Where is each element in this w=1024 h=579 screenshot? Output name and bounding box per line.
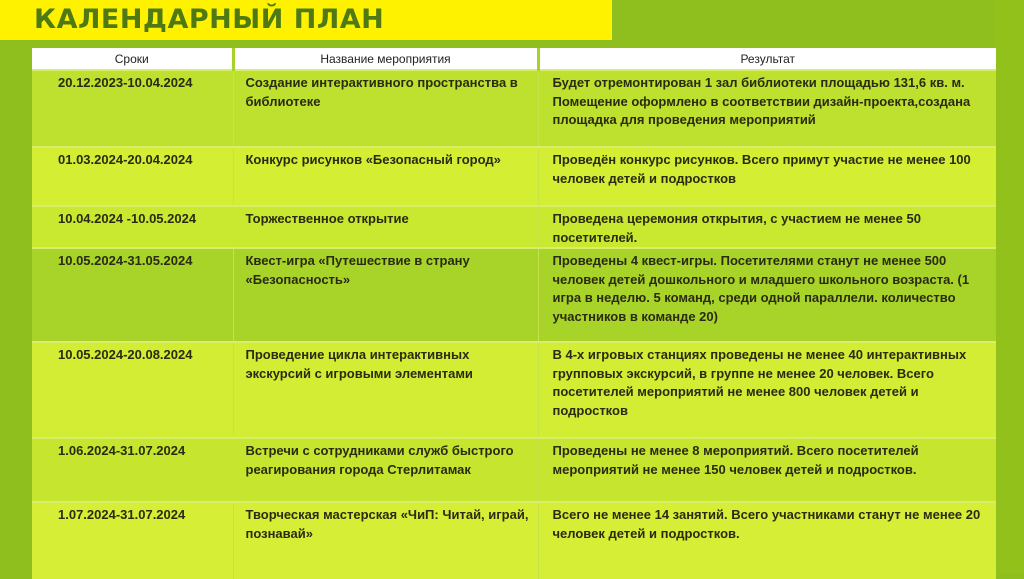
- table-row: [32, 147, 996, 206]
- row-name: Конкурс рисунков «Безопасный город»: [233, 147, 538, 206]
- row-dates: 10.05.2024-31.05.2024: [32, 248, 233, 342]
- header-result: Результат: [538, 48, 996, 70]
- table-row: [32, 502, 996, 579]
- row-result: Проведены не менее 8 мероприятий. Всего посетителей мероприятий не менее 150 человек детей и подростков.: [538, 438, 996, 502]
- decorative-band: [994, 0, 1024, 574]
- row-dates: 1.06.2024-31.07.2024: [32, 438, 233, 502]
- header-dates: Сроки: [32, 48, 233, 70]
- page-title: КАЛЕНДАРНЫЙ ПЛАН: [34, 4, 385, 35]
- row-result: Всего не менее 14 занятий. Всего участниками станут не менее 20 человек детей и подростков.: [538, 502, 996, 579]
- row-name: Квест-игра «Путешествие в страну «Безопасность»: [233, 248, 538, 342]
- row-dates: 01.03.2024-20.04.2024: [32, 147, 233, 206]
- row-name: Встречи с сотрудниками служб быстрого реагирования города Стерлитамак: [233, 438, 538, 502]
- row-result: Проведён конкурс рисунков. Всего примут участие не менее 100 человек детей и подростков: [538, 147, 996, 206]
- row-result: Проведены 4 квест-игры. Посетителями станут не менее 500 человек детей дошкольного и младшего школьного возраста. (1 игра в неделю. 5 команд, среди одной параллели. количество участников в команде 20): [538, 248, 996, 342]
- table-row: [32, 248, 996, 342]
- row-dates: 10.04.2024 -10.05.2024: [32, 206, 233, 248]
- table-header-row: [32, 48, 996, 70]
- row-name: Торжественное открытие: [233, 206, 538, 248]
- header-name: Название мероприятия: [233, 48, 538, 70]
- row-dates: 20.12.2023-10.04.2024: [32, 70, 233, 147]
- table-row: [32, 206, 996, 248]
- row-result: Проведена церемония открытия, с участием не менее 50 посетителей.: [538, 206, 996, 248]
- table-row: [32, 342, 996, 438]
- row-name: Создание интерактивного пространства в библиотеке: [233, 70, 538, 147]
- calendar-plan-table: [32, 48, 996, 579]
- row-result: Будет отремонтирован 1 зал библиотеки площадью 131,6 кв. м. Помещение оформлено в соответствии дизайн-проекта,создана площадка для проведения мероприятий: [538, 70, 996, 147]
- table-row: [32, 438, 996, 502]
- row-name: Проведение цикла интерактивных экскурсий с игровыми элементами: [233, 342, 538, 438]
- table-row: [32, 70, 996, 147]
- row-dates: 1.07.2024-31.07.2024: [32, 502, 233, 579]
- row-result: В 4-х игровых станциях проведены не менее 40 интерактивных групповых экскурсий, в группе не менее 20 человек. Всего посетителей мероприятий не менее 800 человек детей и подростков: [538, 342, 996, 438]
- row-dates: 10.05.2024-20.08.2024: [32, 342, 233, 438]
- row-name: Творческая мастерская «ЧиП: Читай, играй, познавай»: [233, 502, 538, 579]
- title-bar: [0, 0, 612, 40]
